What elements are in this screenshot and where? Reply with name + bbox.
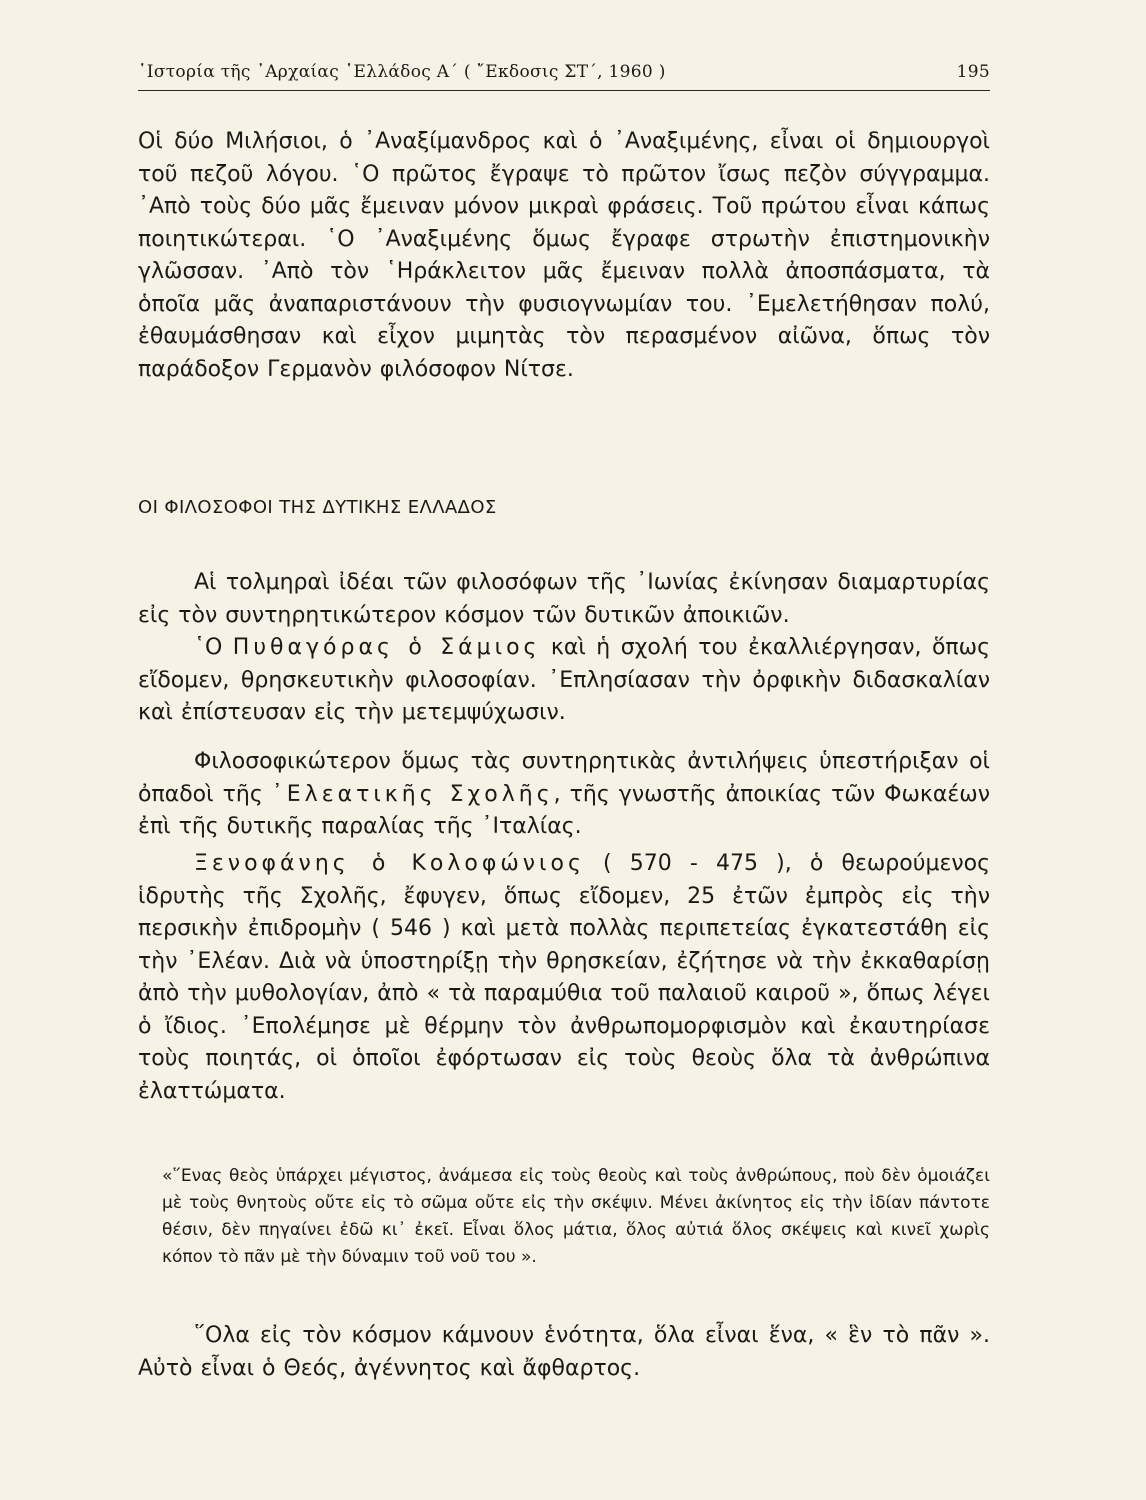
running-header-title: ῾Ιστορία τῆς ᾿Αρχαίας ῾Ελλάδος Α΄ ( ῎Εκδοσις ΣΤ΄, 1960 ) <box>138 62 666 82</box>
paragraph-xenophanes-text: ( 570 - 475 ), ὁ θεωρούμενος ἱδρυτὴς τῆς Σχολῆς, ἔφυγεν, ὅπως εἴδομεν, 25 ἐτῶν ἐμπρὸς εἰς τὴν περσικὴν ἐπιδρομὴν ( 546 ) καὶ μετὰ πολλὰς περιπετείας ἐγκατεστάθη εἰς τὴν ᾿Ελέαν. Διὰ νὰ ὑποστηρίξῃ τὴν θρησκείαν, ἐζήτησε νὰ τὴν ἐκκαθαρίσῃ ἀπὸ τὴν μυθολογίαν, ἀπὸ « τὰ παραμύθια τοῦ παλαιοῦ καιροῦ », ὅπως λέγει ὁ ἴδιος. ᾿Επολέμησε μὲ θέρμην τὸν ἀνθρωπομορφισμὸν καὶ ἐκαυτηρίασε τοὺς ποιητάς, οἱ ὁποῖοι ἐφόρτωσαν εἰς τοὺς θεοὺς ὅλα τὰ ἀνθρώπινα ἐλαττώματα. <box>138 851 990 1104</box>
section-heading: ΟΙ ΦΙΛΟΣΟΦΟΙ ΤΗΣ ΔΥΤΙΚΗΣ ΕΛΛΑΔΟΣ <box>138 497 497 518</box>
paragraph-eleatic-after: , τῆς γνωστῆς ἀποικίας τῶν Φωκαέων ἐπὶ τῆς δυτικῆς παραλίας τῆς ᾿Ιταλίας. <box>138 781 990 839</box>
name-pythagoras: Πυθαγόρας ὁ Σάμιος <box>232 635 541 660</box>
intro-paragraph: Οἱ δύο Μιλήσιοι, ὁ ᾿Αναξίμανδρος καὶ ὁ ᾿Αναξιμένης, εἶναι οἱ δημιουργοὶ τοῦ πεζοῦ λόγου. ῾Ο πρῶτος ἔγραψε τὸ πρῶτον ἴσως πεζὸν σύγγραμμα. ᾿Απὸ τοὺς δύο μᾶς ἔμειναν μόνον μικραὶ φράσεις. Τοῦ πρώτου εἶναι κάπως ποιητικώτεραι. ῾Ο ᾿Αναξιμένης ὅμως ἔγραφε στρωτὴν ἐπιστημονικὴν γλῶσσαν. ᾿Απὸ τὸν ῾Ηράκλειτον μᾶς ἔμειναν πολλὰ ἀποσπάσματα, τὰ ὁποῖα μᾶς ἀναπαριστάνουν τὴν φυσιογνωμίαν του. ᾿Εμελετήθησαν πολύ, ἐθαυμάσθησαν καὶ εἶχον μιμητὰς τὸν περασμένον αἰῶνα, ὅπως τὸν παράδοξον Γερμανὸν φιλόσοφον Νίτσε. <box>138 129 990 382</box>
running-header <box>138 62 990 90</box>
paragraph-pythagoras-prefix: ῾Ο <box>194 635 233 660</box>
paragraph-eleatic-school <box>138 746 990 844</box>
paragraph-pythagoras <box>138 632 990 730</box>
paragraph-ionian-ideas: Αἱ τολμηραὶ ἰδέαι τῶν φιλοσόφων τῆς ᾿Ιωνίας ἐκίνησαν διαμαρτυρίας εἰς τὸν συντηρητικώτερον κόσμον τῶν δυτικῶν ἀποικιῶν. <box>138 570 990 628</box>
paragraph-pythagoras-text: καὶ ἡ σχολή του ἐκαλλιέργησαν, ὅπως εἴδομεν, θρησκευτικὴν φιλοσοφίαν. ᾿Επλησίασαν τὴν ὀρφικὴν διδασκαλίαν καὶ ἐπίστευσαν εἰς τὴν μετεμψύχωσιν. <box>138 635 990 725</box>
name-xenophanes: Ξενοφάνης ὁ Κολοφώνιος <box>194 851 585 876</box>
paragraph-eleatic-before: Φιλοσοφικώτερον ὅμως τὰς συντηρητικὰς ἀντιλήψεις ὑπεστήριξαν οἱ ὀπαδοὶ τῆς <box>138 749 990 807</box>
name-eleatic-school: ᾿Ελεατικῆς Σχολῆς <box>271 781 554 807</box>
header-rule <box>138 90 990 91</box>
xenophanes-quote: «῞Ενας θεὸς ὑπάρχει μέγιστος, ἀνάμεσα εἰς τοὺς θεοὺς καὶ τοὺς ἀνθρώπους, ποὺ δὲν ὁμοιάζει μὲ τοὺς θνητοὺς οὔτε εἰς τὸ σῶμα οὔτε εἰς τὴν σκέψιν. Μένει ἀκίνητος εἰς τὴν ἰδίαν πάντοτε θέσιν, δὲν πηγαίνει ἐδῶ κι᾿ ἐκεῖ. Εἶναι ὅλος μάτια, ὅλος αὐτιά ὅλος σκέψεις καὶ κινεῖ χωρὶς κόπον τὸ πᾶν μὲ τὴν δύναμιν τοῦ νοῦ του ». <box>162 1166 990 1267</box>
closing-paragraph: ῞Ολα εἰς τὸν κόσμον κάμνουν ἑνότητα, ὅλα εἶναι ἕνα, « ἓν τὸ πᾶν ». Αὐτὸ εἶναι ὁ Θεός, ἀγέννητος καὶ ἄφθαρτος. <box>138 1323 990 1381</box>
paragraph-xenophanes <box>138 848 990 1108</box>
page-number: 195 <box>956 62 990 82</box>
